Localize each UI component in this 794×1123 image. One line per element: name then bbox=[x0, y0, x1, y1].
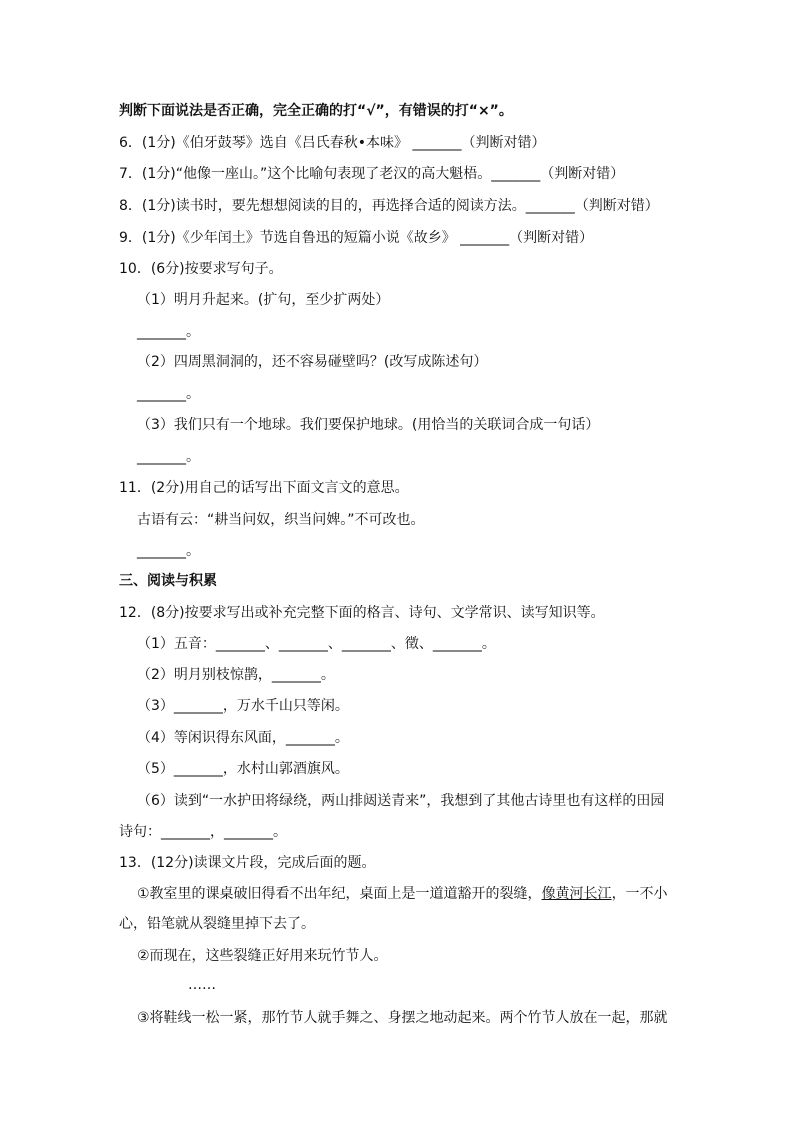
question-12-sub-4: （4）等闲识得东风面，_______。 bbox=[137, 730, 349, 746]
underlined-simile: 像黄河长江 bbox=[541, 886, 612, 902]
question-10-answer-2: _______。 bbox=[137, 386, 200, 402]
passage-paragraph-1-start: ①教室里的课桌破旧得看不出年纪，桌面上是一道道豁开的裂缝， bbox=[137, 886, 542, 902]
question-9: 9．(1分)《少年闰土》节选自鲁迅的短篇小说《故乡》 _______（判断对错） bbox=[119, 230, 594, 246]
passage-paragraph-1 bbox=[137, 884, 668, 904]
question-13-stem: 13．(12分)读课文片段，完成后面的题。 bbox=[119, 855, 376, 871]
question-10-stem: 10．(6分)按要求写句子。 bbox=[119, 261, 283, 277]
passage-paragraph-2: ②而现在，这些裂缝正好用来玩竹节人。 bbox=[137, 948, 388, 964]
question-11-answer: _______。 bbox=[137, 543, 200, 559]
question-12-stem: 12．(8分)按要求写出或补充完整下面的格言、诗句、文学常识、读写知识等。 bbox=[119, 605, 605, 621]
passage-paragraph-1-end: ，一不小 bbox=[611, 886, 668, 902]
question-8: 8．(1分)读书时，要先想想阅读的目的，再选择合适的阅读方法。_______（判断对错） bbox=[119, 198, 659, 214]
question-10-sub-3: （3）我们只有一个地球。我们要保护地球。(用恰当的关联词合成一句话） bbox=[137, 417, 600, 433]
question-12-sub-1: （1）五音：_______、_______、_______、徵、_______。 bbox=[137, 636, 496, 652]
question-12-sub-5: （5）_______，水村山郭酒旗风。 bbox=[137, 761, 349, 777]
question-10-answer-3: _______。 bbox=[137, 449, 200, 465]
question-12-sub-3: （3）_______，万水千山只等闲。 bbox=[137, 698, 349, 714]
question-6: 6．(1分)《伯牙鼓琴》选自《吕氏春秋•本味》 _______（判断对错） bbox=[119, 135, 546, 151]
judgement-instruction: 判断下面说法是否正确，完全正确的打“√”，有错误的打“×”。 bbox=[119, 103, 513, 119]
passage-paragraph-1-cont: 心，铅笔就从裂缝里掉下去了。 bbox=[119, 916, 315, 932]
question-11-stem: 11．(2分)用自己的话写出下面文言文的意思。 bbox=[119, 480, 409, 496]
question-11-quote: 古语有云：“耕当问奴，织当问婢。”不可改也。 bbox=[137, 512, 425, 528]
question-10-sub-2: （2）四周黑洞洞的，还不容易碰壁吗？(改写成陈述句） bbox=[137, 354, 488, 370]
question-12-sub-6: （6）读到“一水护田将绿绕，两山排闼送青来”，我想到了其他古诗里也有这样的田园 bbox=[137, 793, 665, 809]
question-7: 7．(1分)“他像一座山。”这个比喻句表现了老汉的高大魁梧。_______（判断对错） bbox=[119, 166, 625, 182]
section-3-heading: 三、阅读与积累 bbox=[119, 573, 217, 589]
passage-ellipsis: …… bbox=[188, 977, 216, 993]
question-10-answer-1: _______。 bbox=[137, 324, 200, 340]
question-12-sub-6-cont: 诗句：_______，_______。 bbox=[119, 824, 287, 840]
question-12-sub-2: （2）明月别枝惊鹊，_______。 bbox=[137, 667, 335, 683]
passage-paragraph-3: ③将鞋线一松一紧，那竹节人就手舞之、身摆之地动起来。两个竹节人放在一起，那就 bbox=[137, 1010, 668, 1026]
question-10-sub-1: （1）明月升起来。(扩句，至少扩两处） bbox=[137, 292, 390, 308]
